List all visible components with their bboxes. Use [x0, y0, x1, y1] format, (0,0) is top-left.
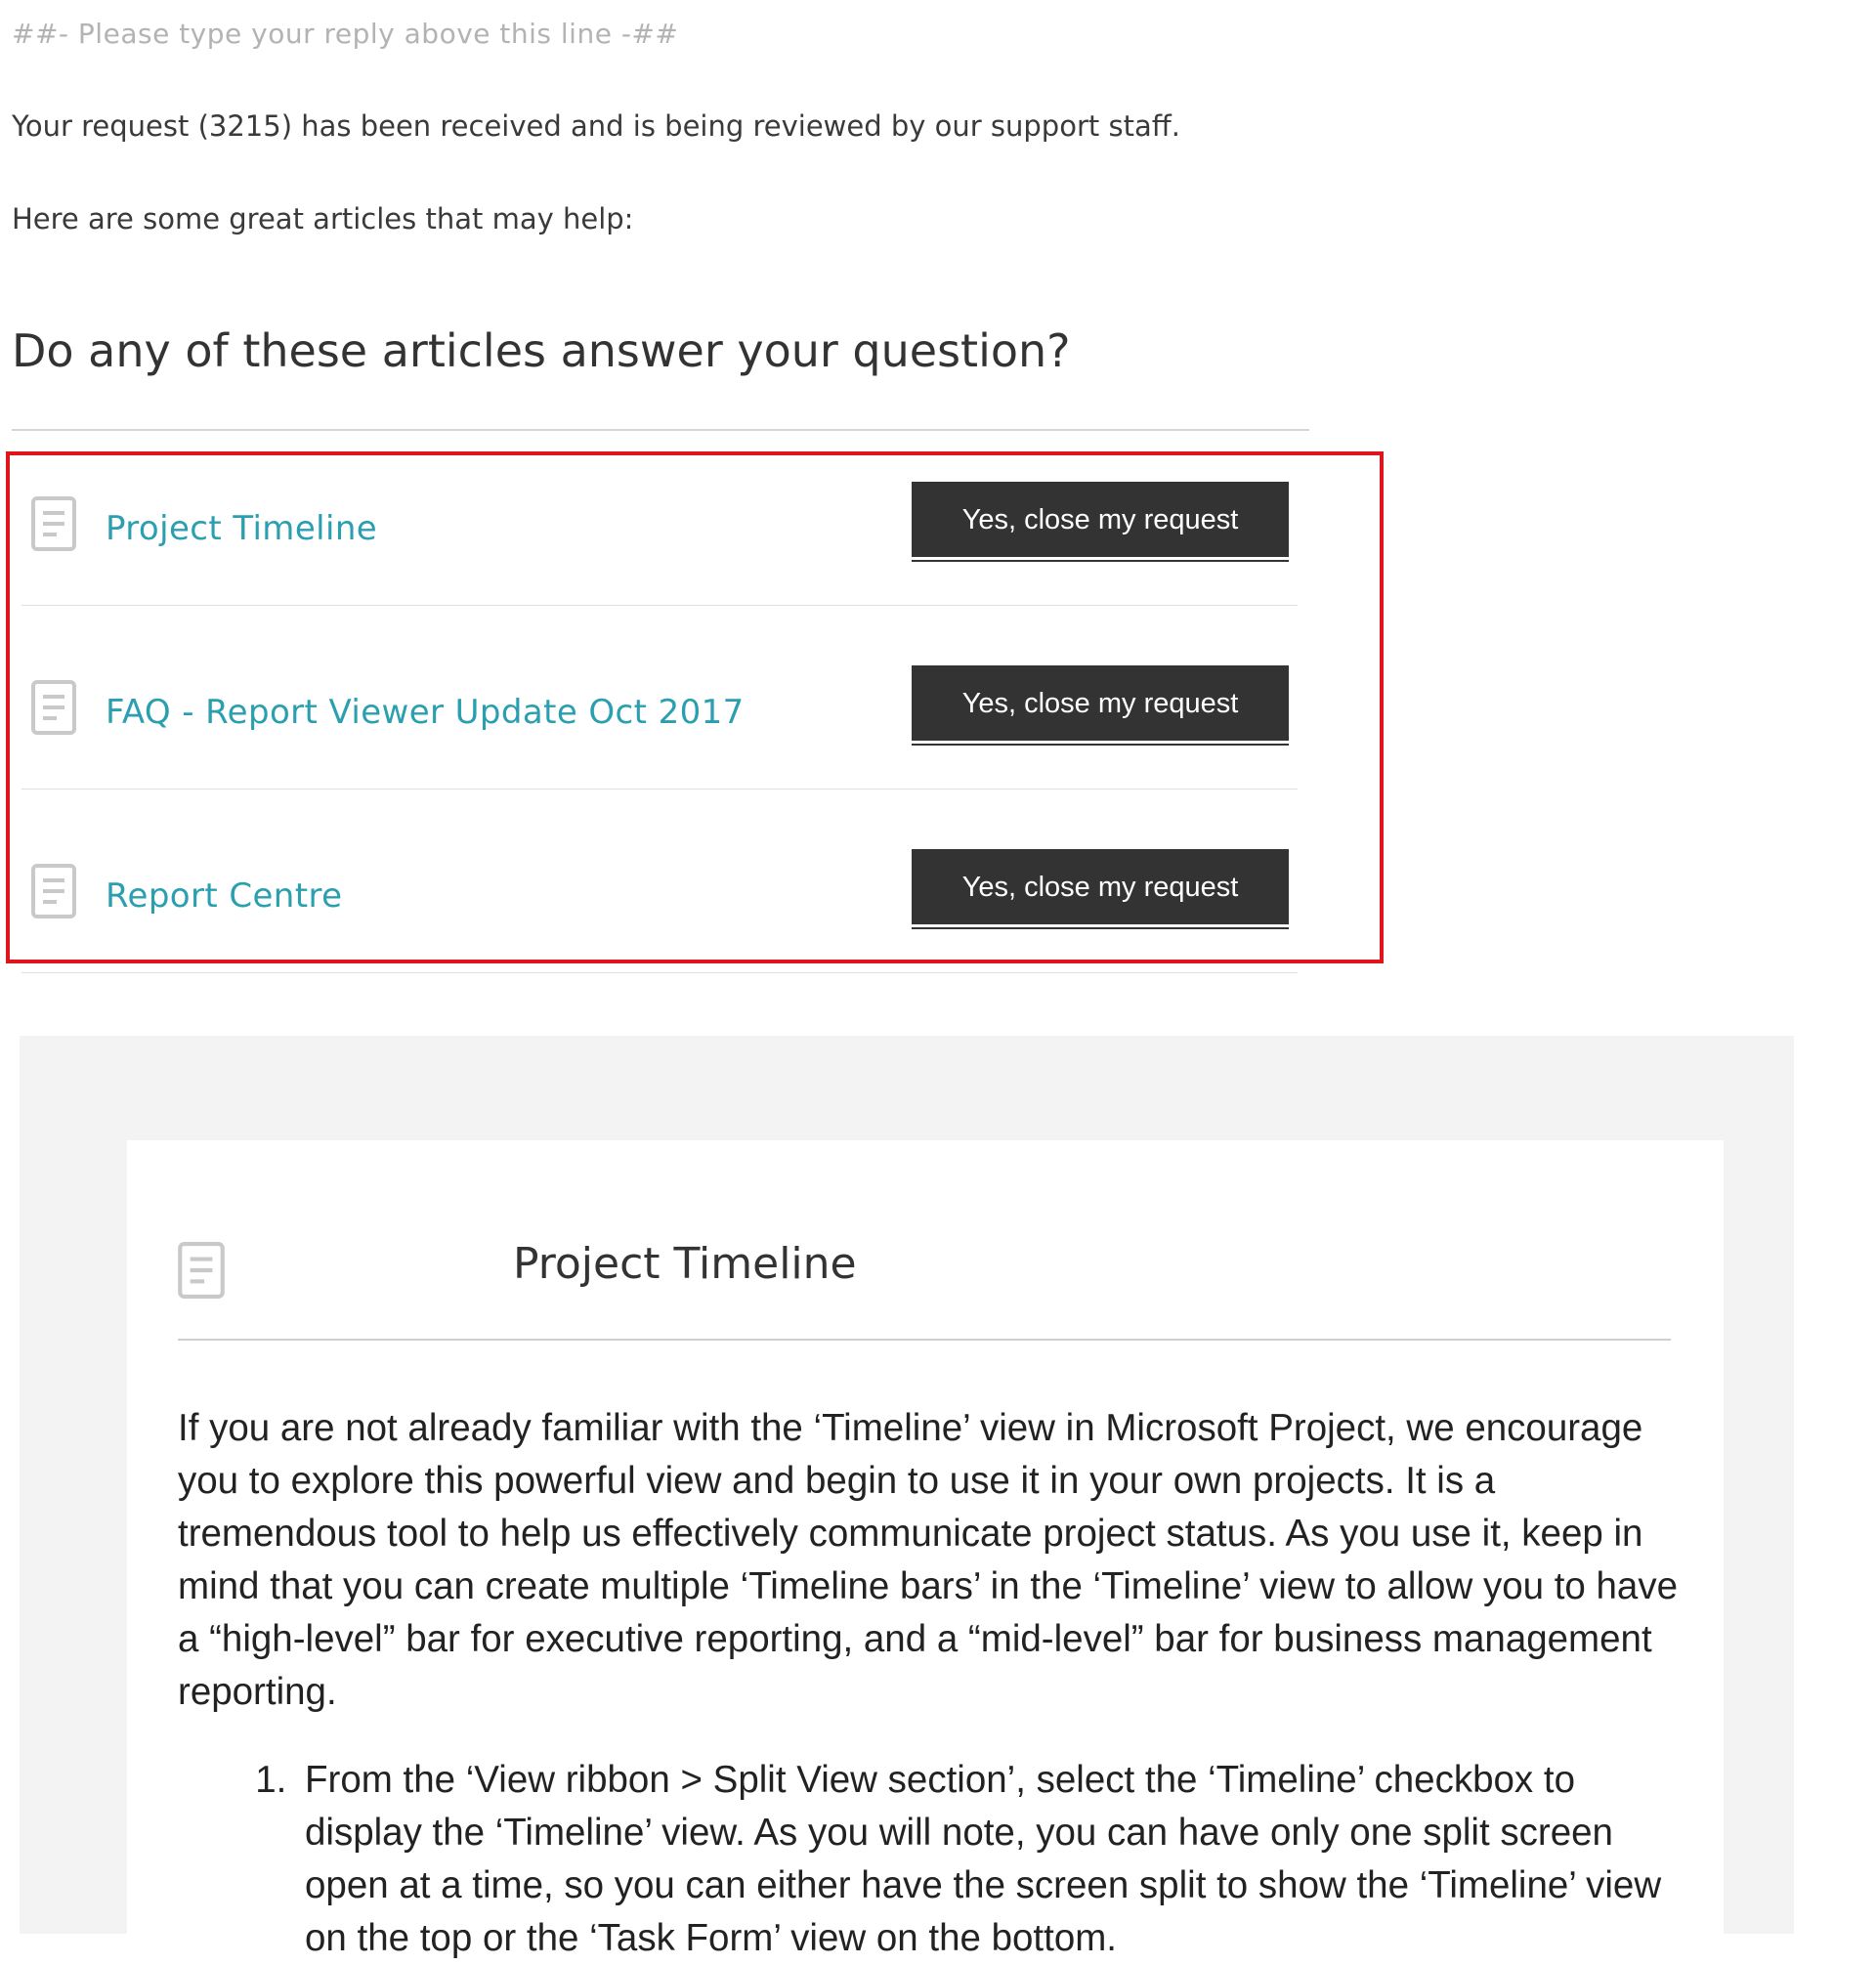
suggestions-heading: Do any of these articles answer your question? [12, 324, 1071, 377]
article-link-report-centre[interactable]: Report Centre [106, 876, 343, 916]
articles-intro-text: Here are some great articles that may help: [12, 202, 634, 235]
suggestions-highlight-box [6, 451, 1384, 963]
article-link-project-timeline[interactable]: Project Timeline [106, 509, 378, 548]
close-request-button[interactable]: Yes, close my request [912, 665, 1289, 744]
request-received-text: Your request (3215) has been received and is being reviewed by our support staff. [12, 109, 1180, 143]
document-icon [178, 1242, 225, 1299]
preview-title: Project Timeline [513, 1239, 857, 1289]
article-link-faq-report-viewer[interactable]: FAQ - Report Viewer Update Oct 2017 [106, 693, 745, 732]
close-request-button[interactable]: Yes, close my request [912, 849, 1289, 927]
article-preview-panel [20, 1036, 1794, 1959]
preview-paragraph: If you are not already familiar with the ‘Timeline’ view in Microsoft Project, we encourage you to explore this powerful view and begin to use it in your own projects. It is a tremendous tool to help us effectively communicate project status. As you use it, keep in mind that you can create multiple ‘Timeline bars’ in the ‘Timeline’ view to allow you to have a “high-level” bar for executive reporting, and a “mid-level” bar for business management reporting. [178, 1407, 1678, 1713]
preview-divider [178, 1339, 1671, 1341]
article-preview-card [127, 1140, 1724, 1959]
reply-marker: ##- Please type your reply above this line -## [12, 18, 679, 50]
close-request-button[interactable]: Yes, close my request [912, 482, 1289, 560]
preview-step: 1. From the ‘View ribbon > Split View section’, select the ‘Timeline’ checkbox to display the ‘Timeline’ view. As you will note, you can have only one split screen open at a time, so you can either have the screen split to show the ‘Timeline’ view on the top or the ‘Task Form’ view on the bottom. [297, 1754, 1683, 1965]
